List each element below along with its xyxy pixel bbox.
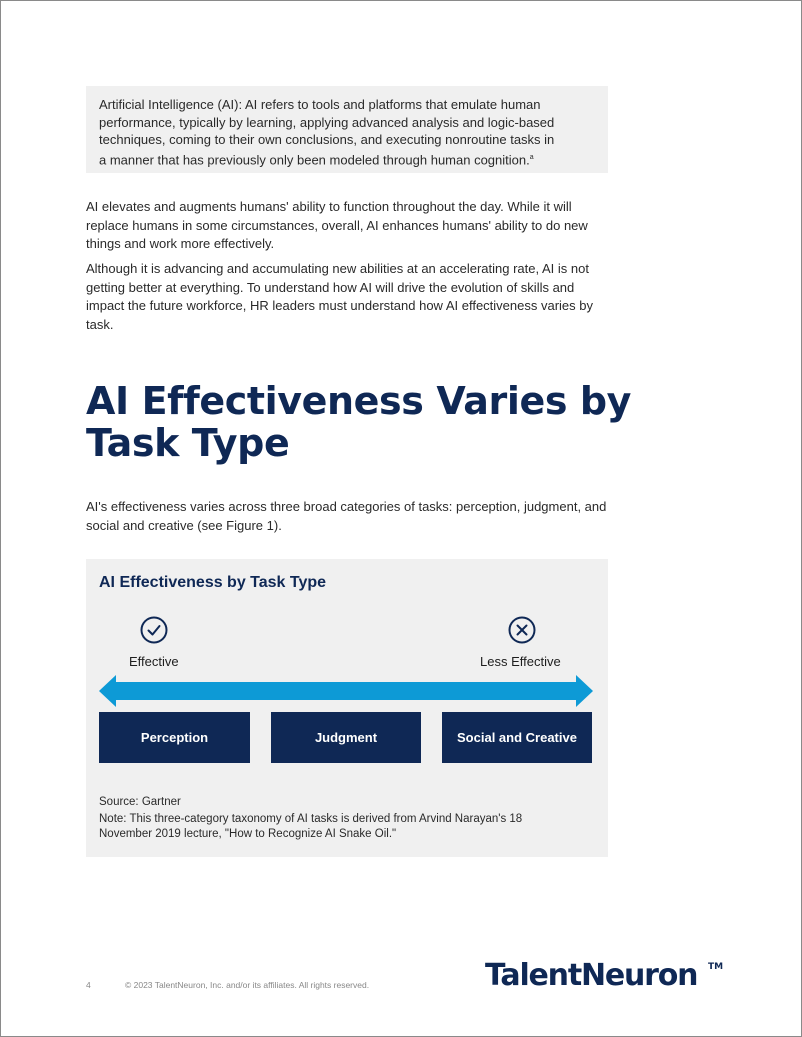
section-heading [86, 380, 646, 464]
definition-line: techniques, coming to their own conclusions, and executing nonroutine tasks in [99, 132, 555, 148]
category-judgment: Judgment [271, 712, 421, 763]
figure-note: Note: This three-category taxonomy of AI tasks is derived from Arvind Narayan's 18 November 2019 lecture, "How to Recognize AI Snake Oil." [99, 813, 523, 840]
definition-text [99, 96, 595, 169]
effective-label: Effective [129, 654, 179, 669]
trademark-mark: TM [708, 962, 724, 972]
footnote-mark: a [529, 153, 534, 161]
talentneuron-logo: TalentNeuron [485, 958, 698, 993]
page-number: 4 [86, 980, 91, 990]
heading-line: AI Effectiveness Varies by [86, 379, 632, 423]
figure-title: AI Effectiveness by Task Type [99, 574, 327, 591]
definition-box [86, 86, 608, 173]
copyright-notice: © 2023 TalentNeuron, Inc. and/or its affiliates. All rights reserved. [125, 980, 370, 990]
less-effective-label: Less Effective [480, 654, 561, 669]
definition-line: a manner that has previously only been modeled through human cognition.$^a$ [99, 152, 534, 168]
figure-ai-effectiveness [86, 559, 608, 857]
category-perception: Perception [99, 712, 250, 763]
paragraph-categories: AI's effectiveness varies across three broad categories of tasks: perception, judgment, and social and creative (see Figure 1). [86, 499, 607, 533]
double-arrow-icon [99, 674, 593, 708]
paragraph-ai-advancing: Although it is advancing and accumulating new abilities at an accelerating rate, AI is not getting better at everything. To understand how AI will drive the evolution of skills and impact the future workforce, HR leaders must understand how AI effectiveness varies by task. [86, 261, 593, 332]
definition-line: performance, typically by learning, applying advanced analysis and logic-based [99, 114, 555, 130]
x-circle-icon [508, 616, 536, 644]
definition-line: Artificial Intelligence (AI): AI refers to tools and platforms that emulate human [99, 97, 541, 112]
heading-line: Task Type [86, 421, 290, 465]
check-circle-icon [140, 616, 168, 644]
paragraph-ai-elevates: AI elevates and augments humans' ability to function throughout the day. While it will replace humans in some circumstances, overall, AI enhances humans' ability to do new things and work more effectively. [86, 199, 588, 251]
figure-source: Source: Gartner [99, 796, 181, 808]
category-social-creative: Social and Creative [442, 712, 592, 763]
